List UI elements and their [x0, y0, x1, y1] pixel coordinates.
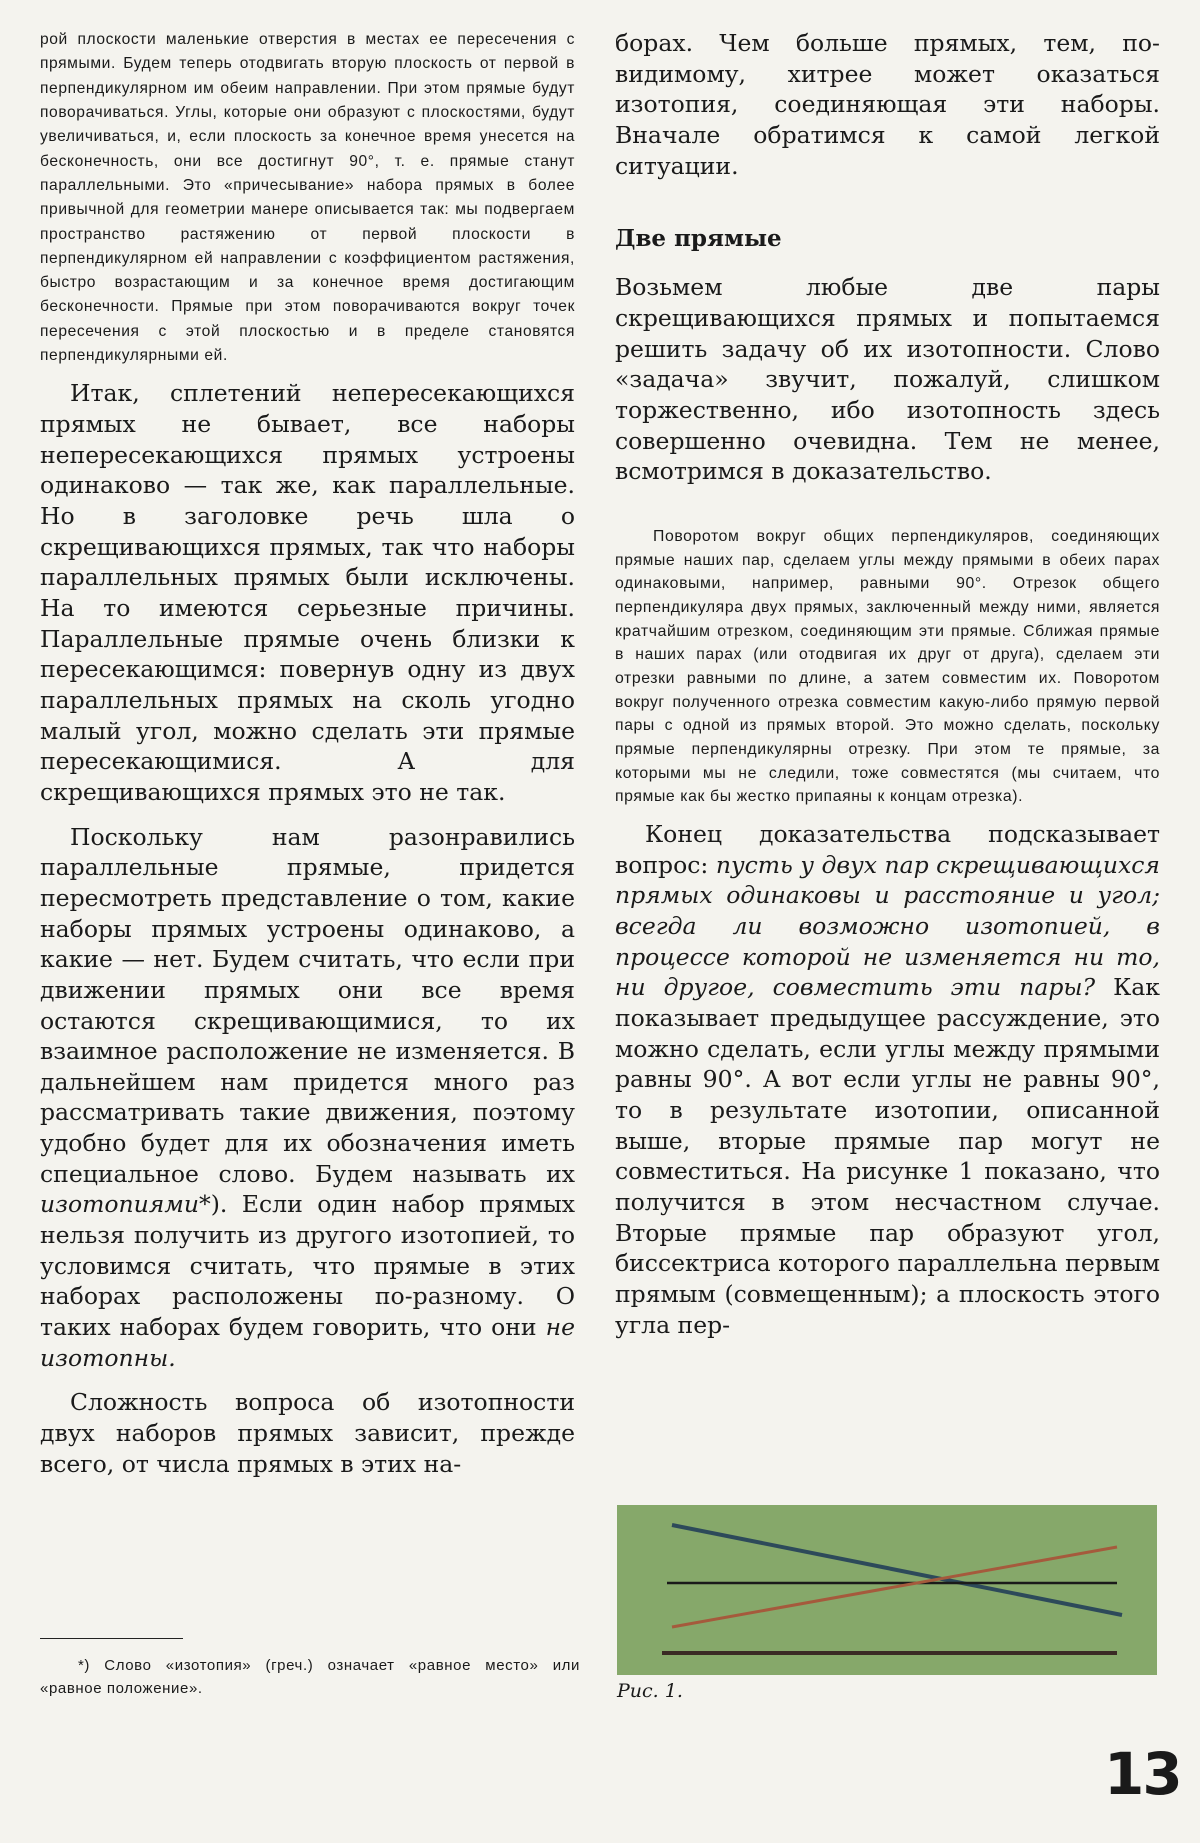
para-end-start: Конец доказательства подсказывает вопрос: — [615, 820, 1160, 879]
right-paragraph-end — [615, 819, 1160, 1340]
right-small-proof: Поворотом вокруг общих перпендикуляров, соединяющих прямые наших пар, сделаем углы между прямыми в обеих парах одинаковыми, например, равными 90°. Отрезок общего перпендикуляра двух прямых, заключенный между ними, является кратчайшим отрезком, соединяющим эти прямые. Сближая прямые в наших парах (или отодвигая их друг от друга), сделаем эти отрезки равными по длине, а затем совместим их. Поворотом вокруг полученного отрезка совместим какую-либо прямую первой пары с одной из прямых второй. Это можно сделать, поскольку прямые перпендикулярны отрезку. При этом те прямые, за которыми мы не следили, тоже совместятся (мы считаем, что прямые как бы жестко припаяны к концам отрезка). — [615, 527, 1160, 806]
left-column — [40, 28, 575, 1479]
footnote: *) Слово «изотопия» (греч.) означает «равное место» или «равное положение». — [40, 1657, 580, 1697]
para2-mid: *). Если один набор прямых нельзя получить из другого изотопией, то условимся считать, что прямые в этих наборах расположены по-разному. О таких наборах будем говорить, что они — [40, 1190, 575, 1342]
footnote-rule — [40, 1638, 183, 1639]
para-end-question: пусть у двух пар скрещивающихся прямых одинаковы и расстояние и угол; всегда ли возможно изотопией, в процессе которой не изменяется ни то, ни другое, совместить эти пары? — [615, 850, 1160, 1002]
figure-1-drawing — [617, 1505, 1157, 1675]
page-number: 13 — [1104, 1740, 1181, 1808]
left-small-paragraph: рой плоскости маленькие отверстия в местах ее пересечения с прямыми. Будем теперь отодвигать вторую плоскость от первой в перпендикулярном им обеим направлении. При этом прямые будут поворачиваться. Углы, которые они образуют с плоскостями, будут увеличиваться, и, если плоскость за конечное время унесется на бесконечность, они все достигнут 90°, т. е. прямые станут параллельными. Это «причесывание» набора прямых в более привычной для геометрии манере описывается так: мы подвергаем пространство растяжению от первой плоскости в перпендикулярном ей направлении с коэффициентом растяжения, быстро возрастающим и за конечное время достигающим бесконечности. Прямые при этом поворачиваются вокруг точек пересечения с этой плоскостью и в пределе становятся перпендикулярными ей. — [40, 31, 575, 365]
right-paragraph-top: борах. Чем больше прямых, тем, по-видимому, хитрее может оказаться изотопия, соединяющая эти наборы. Вначале обратимся к самой легкой ситуации. — [615, 29, 1160, 180]
term-not-isotopic: не изотопны. — [40, 1313, 575, 1372]
para-end-rest: Как показывает предыдущее рассуждение, это можно сделать, если углы между прямыми равны 90°. А вот если углы не равны 90°, то в результате изотопии, описанной выше, вторые прямые пар могут не совместиться. На рисунке 1 показано, что получится в этом несчастном случае. Вторые прямые пар образуют угол, биссектриса которого параллельна первым прямым (совмещенным); а плоскость этого угла пер- — [615, 973, 1160, 1339]
right-paragraph-two-lines: Возьмем любые две пары скрещивающихся прямых и попытаемся решить задачу об их изотопности. Слово «задача» звучит, пожалуй, слишком торжественно, ибо изотопность здесь совершенно очевидна. Тем не менее, всмотримся в доказательство. — [615, 273, 1160, 486]
right-column — [615, 28, 1160, 1340]
term-isotopy: изотопиями — [40, 1190, 199, 1219]
figure-caption: Рис. 1. — [617, 1680, 683, 1702]
left-paragraph-1: Итак, сплетений непересекающихся прямых не бывает, все наборы непересекающихся прямых устроены одинаково — так же, как параллельные. Но в заголовке речь шла о скрещивающихся прямых, так что наборы параллельных прямых были исключены. На то имеются серьезные причины. Параллельные прямые очень близки к пересекающимся: повернув одну из двух параллельных прямых на сколь угодно малый угол, можно сделать эти прямые пересекающимися. А для скрещивающихся прямых это не так. — [40, 379, 575, 806]
figure-1 — [617, 1505, 1157, 1675]
left-paragraph-2 — [40, 822, 575, 1374]
left-paragraph-3: Сложность вопроса об изотопности двух наборов прямых зависит, прежде всего, от числа прямых в этих на- — [40, 1388, 575, 1478]
section-heading: Две прямые — [615, 225, 782, 253]
para2-start: Поскольку нам разонравились параллельные прямые, придется пересмотреть представление о том, какие наборы прямых устроены одинаково, а какие — нет. Будем считать, что если при движении прямых они все время остаются скрещивающимися, то их взаимное расположение не изменяется. В дальнейшем нам придется много раз рассматривать такие движения, поэтому удобно будет для их обозначения иметь специальное слово. Будем называть их — [40, 822, 575, 1188]
